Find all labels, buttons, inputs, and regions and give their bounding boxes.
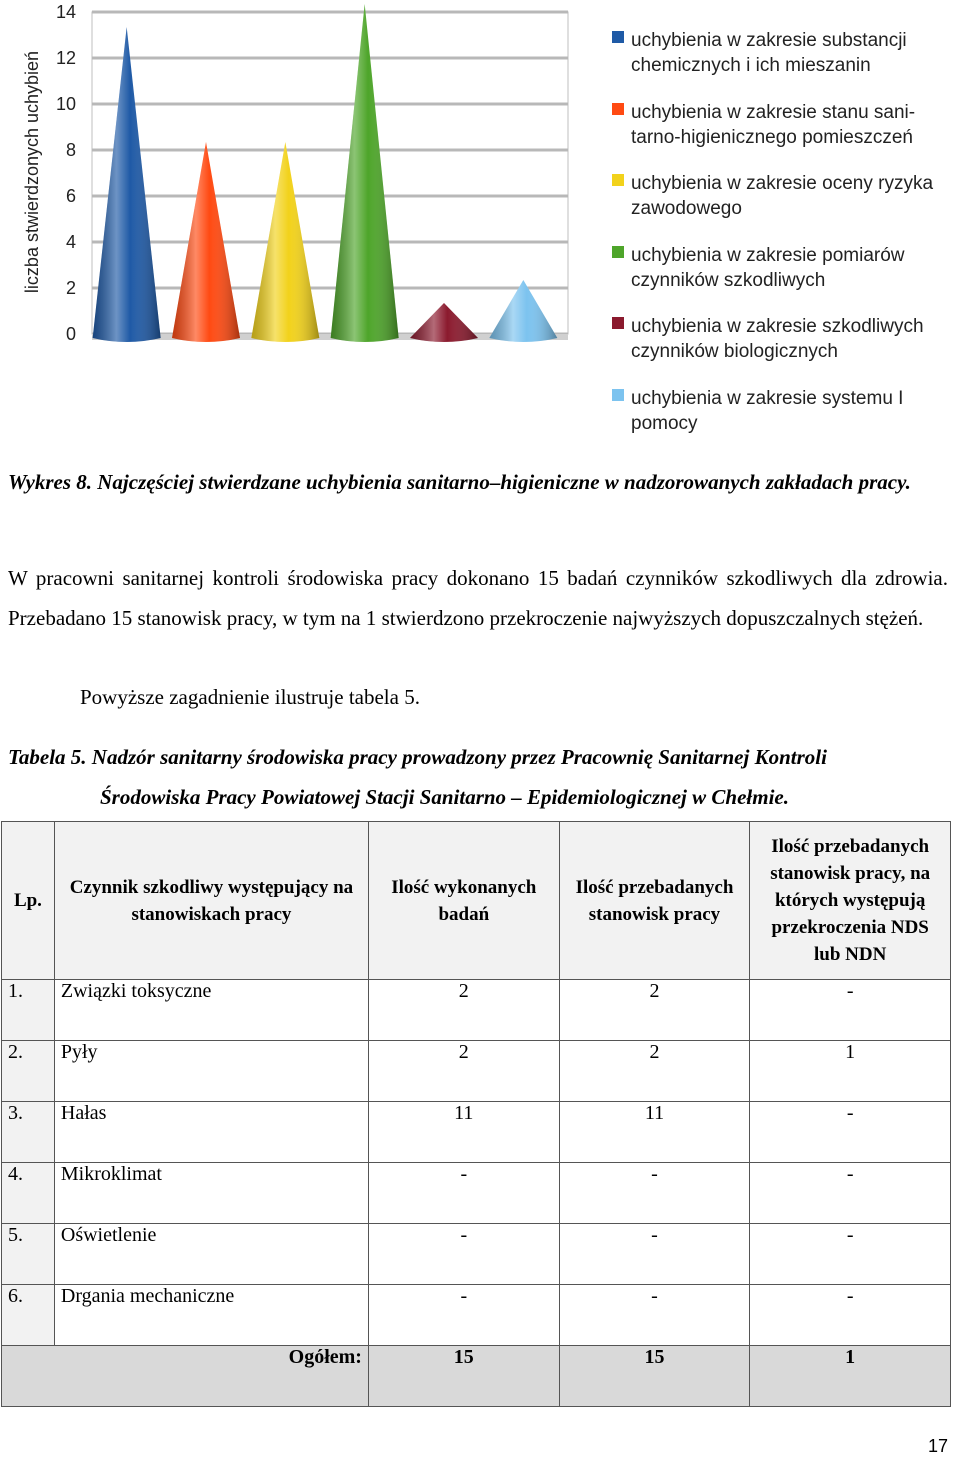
table-title-line2: Środowiska Pracy Powiatowej Stacji Sanitarno – Epidemiologicznej w Chełmie. [100,785,789,809]
y-tick-label: 8 [65,140,76,160]
total-exceeded: 1 [750,1346,951,1407]
legend-swatch [612,174,624,186]
body-paragraph-reference: Powyższe zagadnienie ilustruje tabela 5. [80,685,420,709]
y-tick-label: 4 [65,232,76,252]
legend-label-line1: uchybienia w zakresie substancji [631,30,907,51]
table-row [2,1285,951,1346]
total-label: Ogółem: [2,1346,369,1407]
header-tests: Ilość wykonanych badań [368,822,559,980]
cell-factor: Mikroklimat [54,1163,368,1224]
y-tick-label: 2 [65,278,76,298]
plot-area [92,12,568,334]
legend-swatch [612,103,624,115]
cell-exceeded: - [750,1224,951,1285]
table-row [2,1224,951,1285]
cell-tests: 2 [368,980,559,1041]
chart-legend [612,28,960,457]
table-row [2,1163,951,1224]
cell-factor: Oświetlenie [54,1224,368,1285]
table-row [2,1102,951,1163]
y-tick-label: 0 [65,324,76,344]
legend-item [612,100,960,172]
cell-tests: 11 [368,1102,559,1163]
cell-exceeded: - [750,1285,951,1346]
legend-label-line1: uchybienia w zakresie systemu I [631,387,904,409]
cell-factor: Drgania mechaniczne [54,1285,368,1346]
header-lp: Lp. [2,822,55,980]
bar-chart [0,0,960,440]
cell-exceeded: - [750,1102,951,1163]
legend-item [612,386,960,458]
legend-swatch [612,246,624,258]
y-tick-label: 14 [55,2,76,22]
y-tick-label: 12 [55,48,76,68]
total-positions: 15 [559,1346,750,1407]
y-tick-label: 10 [55,94,76,114]
cell-exceeded: - [750,1163,951,1224]
legend-item [612,314,960,386]
cell-tests: - [368,1224,559,1285]
cell-positions: 2 [559,980,750,1041]
body-paragraph: W pracowni sanitarnej kontroli środowiska pracy dokonano 15 badań czynników szkodliwych dla zdrowia. Przebadano 15 stanowisk pracy, w tym na 1 stwierdzono przekroczenie najwyższych dopuszczalnych stężeń. [8,566,948,630]
legend-label-line2: pomocy [631,412,698,434]
legend-label-line2: tarno-higienicznego pomieszczeń [631,126,913,148]
header-positions: Ilość przebadanych stanowisk pracy [559,822,750,980]
cell-positions: - [559,1285,750,1346]
cell-tests: - [368,1285,559,1346]
chart-grid [92,12,568,340]
legend-swatch [612,31,624,43]
cell-lp: 3. [2,1102,55,1163]
table-row [2,980,951,1041]
data-table [1,821,951,1407]
legend-item [612,243,960,315]
legend-label-line2: chemicznych i ich mieszanin [631,55,871,76]
chart-caption: Wykres 8. Najczęściej stwierdzane uchybienia sanitarno–higieniczne w nadzorowanych zakładach pracy. [8,470,911,494]
y-tick-label: 6 [65,186,76,206]
legend-label-line1: uchybienia w zakresie oceny ryzyka [631,173,934,194]
table-header-row [2,822,951,980]
legend-label-line2: czynników szkodliwych [631,269,826,291]
cell-positions: 11 [559,1102,750,1163]
table-total-row [2,1346,951,1407]
cell-lp: 1. [2,980,55,1041]
legend-label-line2: czynników biologicznych [631,341,838,362]
cell-tests: - [368,1163,559,1224]
cell-factor: Hałas [54,1102,368,1163]
cell-exceeded: - [750,980,951,1041]
legend-item [612,28,960,100]
header-exceeded: Ilość przebadanych stanowisk pracy, na których występują przekroczenia NDS lub NDN [750,822,951,980]
page-number: 17 [927,1436,948,1456]
y-axis-ticks [56,2,76,344]
cell-lp: 6. [2,1285,55,1346]
legend-swatch [612,389,624,401]
cell-positions: - [559,1163,750,1224]
legend-item [612,171,960,243]
cell-positions: 2 [559,1041,750,1102]
cell-tests: 2 [368,1041,559,1102]
cell-positions: - [559,1224,750,1285]
total-tests: 15 [368,1346,559,1407]
legend-swatch [612,317,624,329]
cell-lp: 4. [2,1163,55,1224]
table-title-line1: Tabela 5. Nadzór sanitarny środowiska pracy prowadzony przez Pracownię Sanitarnej Kontroli [8,745,827,769]
cell-lp: 5. [2,1224,55,1285]
header-factor: Czynnik szkodliwy występujący na stanowiskach pracy [54,822,368,980]
legend-label-line1: uchybienia w zakresie szkodliwych [631,316,924,337]
legend-label-line1: uchybienia w zakresie pomiarów [631,244,905,266]
cell-factor: Pyły [54,1041,368,1102]
cell-factor: Związki toksyczne [54,980,368,1041]
chart-plot [0,0,600,440]
legend-label-line1: uchybienia w zakresie stanu sani- [631,101,916,123]
table-row [2,1041,951,1102]
legend-label-line2: zawodowego [631,198,742,219]
cell-exceeded: 1 [750,1041,951,1102]
cell-lp: 2. [2,1041,55,1102]
table-title [8,737,948,817]
y-axis-label: liczba stwierdzonych uchybień [22,50,42,294]
